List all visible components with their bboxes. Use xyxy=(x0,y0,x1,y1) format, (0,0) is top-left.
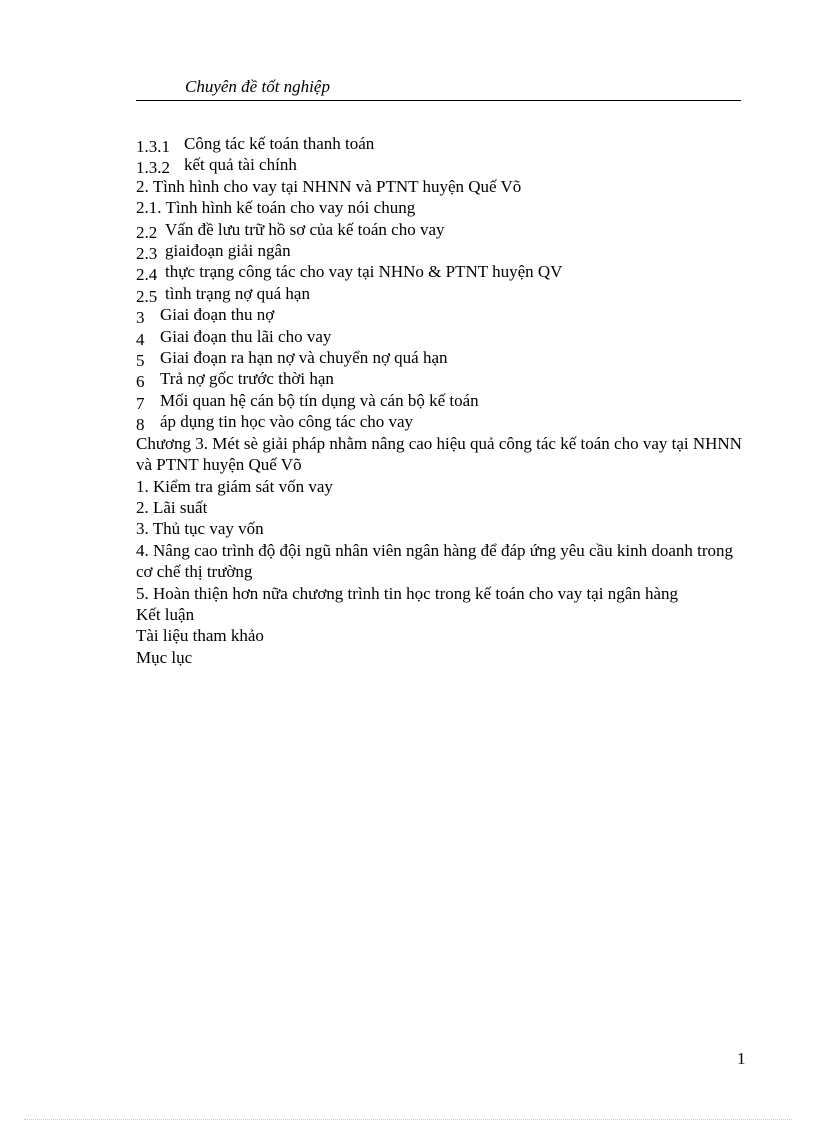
toc-entry-2 xyxy=(136,176,748,197)
toc-entry-6 xyxy=(136,368,748,392)
toc-entry-7 xyxy=(136,390,748,411)
toc-text: kết quả tài chính xyxy=(184,155,297,175)
toc-entry-3-3 xyxy=(136,518,748,539)
toc-text: 4. Nâng cao trình độ đội ngũ nhân viên ngân hàng để đáp ứng yêu cầu kinh doanh trong cơ chế thị trường xyxy=(136,540,733,582)
toc-text: thực trạng công tác cho vay tại NHNo & PTNT huyện QV xyxy=(165,262,563,282)
toc-entry-3-4 xyxy=(136,540,748,583)
toc-number: 1.3.1 xyxy=(136,137,170,156)
toc-text: Kết luận xyxy=(136,604,195,624)
toc-text: 2.1. Tình hình kế toán cho vay nói chung xyxy=(136,198,416,218)
toc-entry-3 xyxy=(136,304,748,328)
toc-text: Giai đoạn thu lãi cho vay xyxy=(160,326,332,346)
toc-entry-2-4 xyxy=(136,261,748,285)
toc-text: Tài liệu tham khảo xyxy=(136,626,264,646)
toc-number: 2.5 xyxy=(136,286,158,306)
toc-entry-8 xyxy=(136,411,748,435)
toc-entry-references xyxy=(136,625,748,646)
toc-entry-1-3-2 xyxy=(136,154,748,178)
toc-number: 7 xyxy=(136,393,145,413)
toc-entry-contents xyxy=(136,647,748,668)
toc-text: 5. Hoàn thiện hơn nữa chương trình tin học trong kế toán cho vay tại ngân hàng xyxy=(136,583,679,603)
toc-text: Vấn đề lưu trữ hồ sơ của kế toán cho vay xyxy=(165,219,445,239)
toc-number: 8 xyxy=(136,415,145,435)
toc-number: 4 xyxy=(136,329,145,349)
toc-text: Công tác kế toán thanh toán xyxy=(184,134,375,153)
toc-number: 3 xyxy=(136,308,145,328)
page-number: 1 xyxy=(737,1049,746,1068)
toc-text: 2. Lãi suất xyxy=(136,497,208,517)
toc-number: 5 xyxy=(136,351,145,371)
toc-entry-2-1 xyxy=(136,197,748,218)
page-header xyxy=(136,76,741,101)
toc-entry-2-3 xyxy=(136,240,748,264)
toc-number: 1.3.2 xyxy=(136,158,170,178)
toc-number: 2.3 xyxy=(136,244,158,264)
table-of-contents xyxy=(136,133,748,668)
toc-number: 2.2 xyxy=(136,222,158,242)
toc-entry-4 xyxy=(136,326,748,347)
toc-entry-2-2 xyxy=(136,219,748,240)
toc-entry-2-5 xyxy=(136,283,748,304)
toc-text: 1. Kiểm tra giám sát vốn vay xyxy=(136,476,333,496)
toc-text: 2. Tình hình cho vay tại NHNN và PTNT huyện Quế Võ xyxy=(136,176,522,196)
header-title: Chuyên đề tốt nghiệp xyxy=(185,77,330,96)
toc-entry-chapter-3 xyxy=(136,433,748,476)
toc-text: 3. Thủ tục vay vốn xyxy=(136,519,264,539)
toc-text: tình trạng nợ quá hạn xyxy=(165,283,310,303)
toc-entry-3-5 xyxy=(136,583,748,604)
toc-number: 2.4 xyxy=(136,265,158,285)
toc-text: Chương 3. Mét sè giải pháp nhằm nâng cao hiệu quả công tác kế toán cho vay tại NHNN và PTNT huyện Quế Võ xyxy=(136,433,742,475)
toc-text: Trả nợ gốc trước thời hạn xyxy=(160,369,334,389)
page-bottom-border xyxy=(24,1119,792,1120)
toc-number: 6 xyxy=(136,372,145,392)
toc-text: áp dụng tin học vào công tác cho vay xyxy=(160,412,414,432)
toc-text: Giai đoạn ra hạn nợ và chuyển nợ quá hạn xyxy=(160,348,448,368)
toc-entry-conclusion xyxy=(136,604,748,625)
toc-entry-3-2 xyxy=(136,497,748,518)
toc-text: giaiđoạn giải ngân xyxy=(165,241,291,261)
toc-text: Mối quan hệ cán bộ tín dụng và cán bộ kế toán xyxy=(160,390,479,410)
toc-text: Mục lục xyxy=(136,647,193,667)
toc-entry-3-1 xyxy=(136,476,748,497)
toc-entry-5 xyxy=(136,347,748,371)
toc-entry-1-3-1 xyxy=(136,133,748,154)
toc-text: Giai đoạn thu nợ xyxy=(160,305,275,325)
